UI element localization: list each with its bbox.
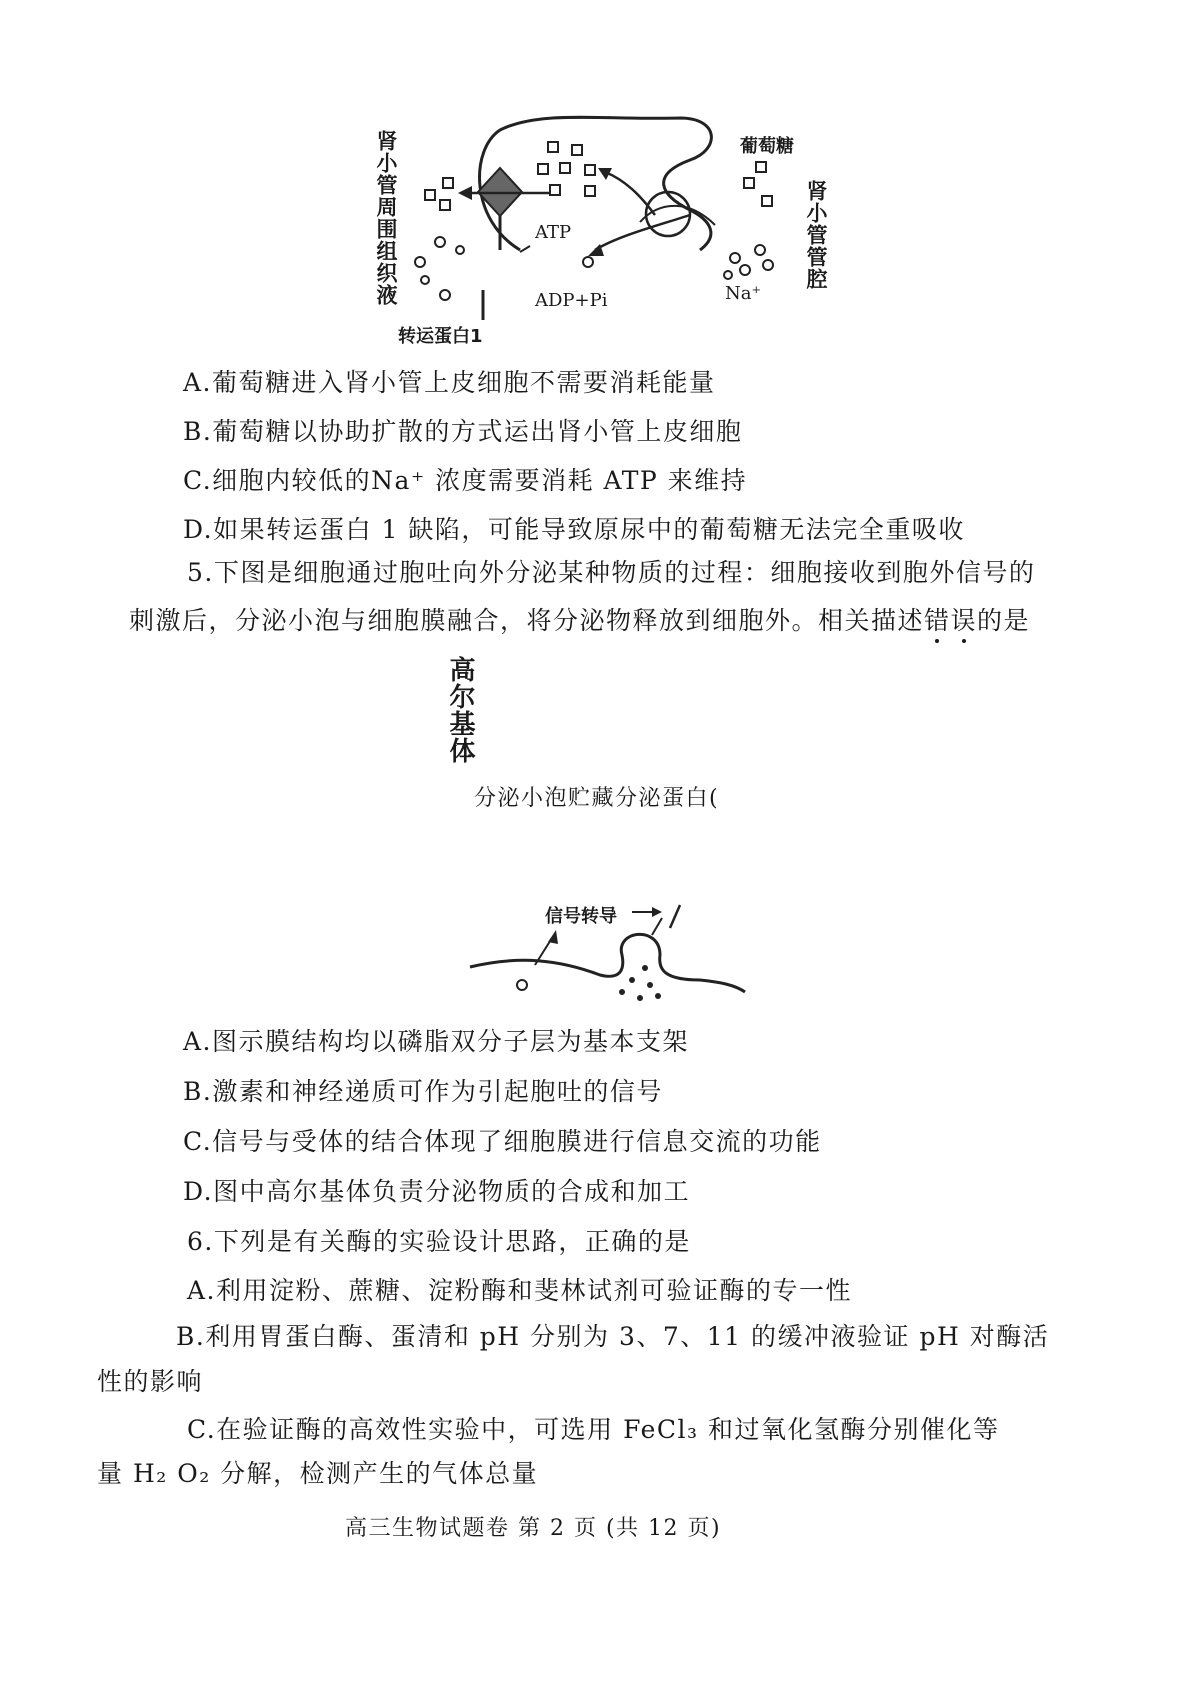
q5-option-b: B.激素和神经递质可作为引起胞吐的信号 — [183, 1077, 663, 1106]
label-transporter-1: 转运蛋白1 — [398, 326, 483, 347]
label-golgi: 高尔基体 — [445, 656, 475, 764]
symporter-protein — [646, 192, 690, 236]
q4-option-c: C.细胞内较低的Na⁺ 浓度需要消耗 ATP 来维持 — [183, 466, 748, 495]
q6-option-a: A.利用淀粉、蔗糖、淀粉酶和斐林试剂可验证酶的专一性 — [187, 1276, 853, 1305]
glucose-molecules-inside — [538, 142, 595, 196]
q5-stem-suffix: 的是 — [977, 606, 1031, 635]
glucose-molecules-interstitial — [425, 178, 453, 210]
q6-stem: 6.下列是有关酶的实验设计思路，正确的是 — [187, 1227, 691, 1256]
q5-option-c: C.信号与受体的结合体现了细胞膜进行信息交流的功能 — [183, 1127, 822, 1156]
q5-stem-prefix: 刺激后，分泌小泡与细胞膜融合，将分泌物释放到细胞外。相关描述 — [129, 606, 925, 635]
vesicle-arrow — [652, 918, 662, 935]
label-interstitial-fluid: 肾小管周围组织液 — [374, 130, 398, 306]
receptor — [517, 980, 527, 990]
label-secretory-vesicle: 分泌小泡贮藏分泌蛋白( — [474, 786, 720, 811]
q5-stem-line2 — [129, 604, 1030, 638]
arrow-head — [458, 186, 472, 200]
label-atp: ATP — [535, 222, 572, 243]
q4-option-b: B.葡萄糖以协助扩散的方式运出肾小管上皮细胞 — [183, 417, 743, 446]
label-signal-transduction: 信号转导 — [545, 906, 617, 927]
cell-membrane — [470, 934, 745, 992]
q6-option-b-line1: B.利用胃蛋白酶、蛋清和 pH 分别为 3、7、11 的缓冲液验证 pH 对酶活 — [176, 1322, 1050, 1351]
q5-stem-line1: 5.下图是细胞通过胞吐向外分泌某种物质的过程：细胞接收到胞外信号的 — [187, 558, 1036, 587]
q5-emphasis-2: 误 — [950, 606, 978, 635]
q6-option-c-line1: C.在验证酶的高效性实验中，可选用 FeCl₃ 和过氧化氢酶分别催化等 — [187, 1415, 1000, 1444]
atp-tick — [520, 246, 530, 252]
label-tubule-lumen: 肾小管管腔 — [804, 180, 828, 290]
q5-option-d: D.图中高尔基体负责分泌物质的合成和加工 — [183, 1177, 691, 1206]
q4-option-a: A.葡萄糖进入肾小管上皮细胞不需要消耗能量 — [183, 368, 716, 397]
transduction-mark — [670, 905, 680, 928]
label-na-ion: Na⁺ — [725, 283, 761, 304]
figure1-diagram — [0, 0, 1200, 380]
label-adp-pi: ADP+Pi — [535, 290, 608, 311]
signal-arrow — [535, 938, 552, 965]
q6-option-b-line2: 性的影响 — [97, 1367, 204, 1396]
q4-option-d: D.如果转运蛋白 1 缺陷，可能导致原尿中的葡萄糖无法完全重吸收 — [183, 515, 965, 544]
secreted-particles — [619, 965, 661, 1001]
sodium-ions — [415, 237, 773, 300]
label-glucose: 葡萄糖 — [740, 136, 794, 157]
page-footer: 高三生物试题卷 第 2 页 (共 12 页) — [345, 1516, 722, 1541]
q6-option-c-line2: 量 H₂ O₂ 分解，检测产生的气体总量 — [97, 1459, 539, 1488]
glucose-molecules-lumen — [744, 162, 772, 206]
q5-option-a: A.图示膜结构均以磷脂双分子层为基本支架 — [183, 1027, 690, 1056]
transduction-arrow-head — [652, 907, 662, 917]
signal-arrow-head — [548, 930, 558, 944]
q5-emphasis-1: 错 — [924, 606, 951, 635]
